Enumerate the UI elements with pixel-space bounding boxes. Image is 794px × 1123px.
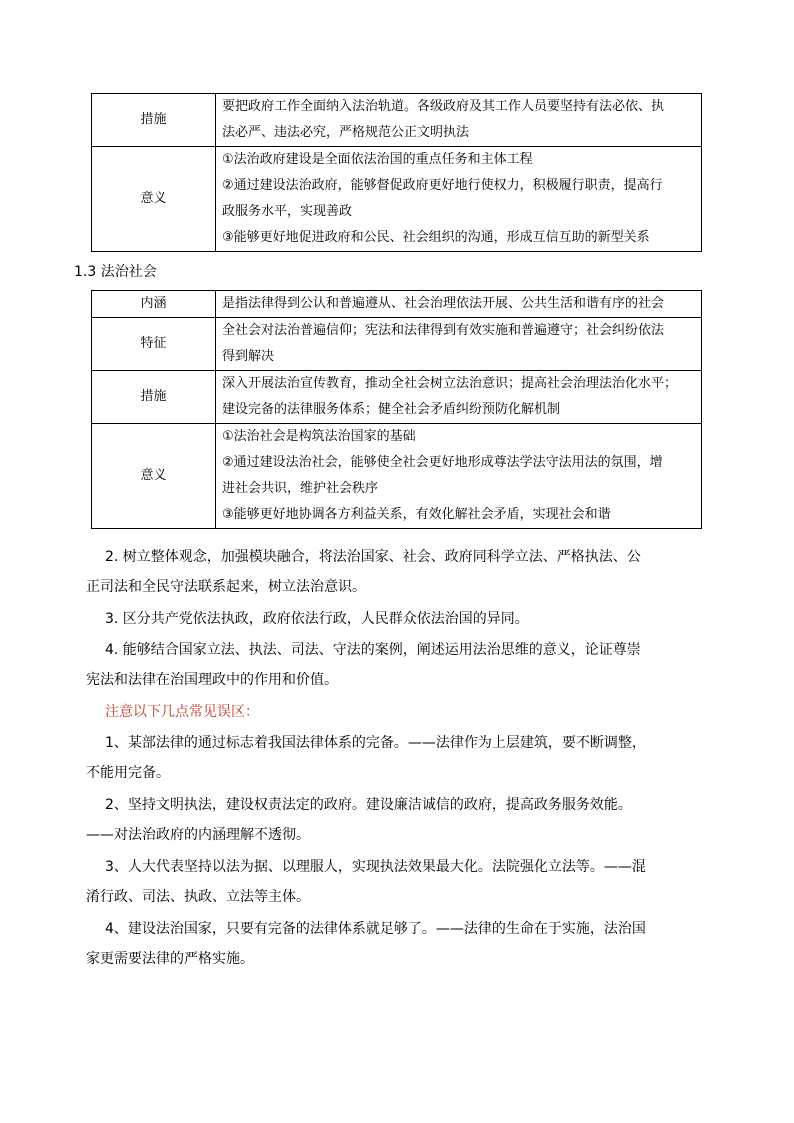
table-row [92, 371, 702, 424]
paragraph-3 [86, 604, 726, 634]
text-line: 淆行政、司法、执政、立法等主体。 [86, 889, 310, 905]
text-line: 不能用完备。 [86, 765, 170, 781]
row-label: 特征 [92, 318, 216, 371]
row-label: 内涵 [92, 291, 216, 318]
paragraph-4 [86, 635, 726, 695]
row-label: 措施 [92, 94, 216, 147]
text-line: 深入开展法治宣传教育，推动全社会树立法治意识；提高社会治理法治化水平； [222, 376, 678, 391]
text-line: 正司法和全民守法联系起来，树立法治意识。 [86, 579, 366, 595]
text-line: ③能够更好地协调各方利益关系，有效化解社会矛盾，实现社会和谐 [222, 507, 611, 522]
table-row [92, 424, 702, 529]
text-line: 要把政府工作全面纳入法治轨道。各级政府及其工作人员要坚持有法必依、执 [222, 99, 665, 114]
row-content [216, 424, 702, 529]
text-line: 1、某部法律的通过标志着我国法律体系的完备。——法律作为上层建筑，要不断调整， [105, 735, 646, 751]
row-label: 意义 [92, 424, 216, 529]
text-line: 4. 能够结合国家立法、执法、司法、守法的案例，阐述运用法治思维的意义，论证尊崇 [105, 642, 641, 658]
note-2 [86, 790, 726, 850]
table-row [92, 94, 702, 147]
text-line: ③能够更好地促进政府和公民、社会组织的沟通，形成互信互助的新型关系 [222, 230, 650, 245]
table-row [92, 147, 702, 252]
text-line: 建设完备的法律服务体系；健全社会矛盾纠纷预防化解机制 [222, 402, 561, 417]
text-line: ①法治社会是构筑法治国家的基础 [222, 429, 416, 444]
row-label: 意义 [92, 147, 216, 252]
table-row [92, 291, 702, 318]
text-line: 政服务水平，实现善政 [222, 204, 353, 219]
text-line: 全社会对法治普遍信仰；宪法和法律得到有效实施和普遍遵守；社会纠纷依法 [222, 323, 665, 338]
text-line: 进社会共识，维护社会秩序 [222, 481, 379, 496]
row-content [216, 291, 702, 318]
note-1 [86, 728, 726, 788]
text-line: 是指法律得到公认和普遍遵从、社会治理依法开展、公共生活和谐有序的社会 [222, 296, 665, 311]
text-line: 2、坚持文明执法，建设权责法定的政府。建设廉洁诚信的政府，提高政务服务效能。 [105, 797, 632, 813]
text-line: 4、建设法治国家，只要有完备的法律体系就足够了。——法律的生命在于实施，法治国 [105, 921, 646, 937]
section-heading: 1.3 法治社会 [74, 264, 157, 280]
row-content [216, 318, 702, 371]
society-table [91, 290, 702, 529]
note-4 [86, 914, 726, 974]
text-line: ②通过建设法治政府，能够督促政府更好地行使权力，积极履行职责，提高行 [222, 178, 663, 193]
table-row [92, 318, 702, 371]
notes-heading [86, 697, 726, 727]
text-line: 宪法和法律在治国理政中的作用和价值。 [86, 672, 338, 688]
government-table [91, 93, 702, 252]
paragraph-2 [86, 542, 726, 602]
text-line: 法必严、违法必究，严格规范公正文明执法 [222, 125, 470, 140]
row-content [216, 94, 702, 147]
text-line: ②通过建设法治社会，能够使全社会更好地形成尊法学法守法用法的氛围，增 [222, 455, 663, 470]
text-line: 注意以下几点常见误区： [105, 704, 259, 720]
text-line: 家更需要法律的严格实施。 [86, 951, 254, 967]
text-line: 3. 区分共产党依法执政，政府依法行政，人民群众依法治国的异同。 [105, 611, 529, 627]
row-content [216, 371, 702, 424]
text-line: 3、人大代表坚持以法为据、以理服人，实现执法效果最大化。法院强化立法等。——混 [105, 859, 646, 875]
row-content [216, 147, 702, 252]
text-line: ①法治政府建设是全面依法治国的重点任务和主体工程 [222, 152, 533, 167]
text-line: 2. 树立整体观念，加强模块融合，将法治国家、社会、政府同科学立法、严格执法、公 [105, 549, 641, 565]
row-label: 措施 [92, 371, 216, 424]
note-3 [86, 852, 726, 912]
text-line: ——对法治政府的内涵理解不透彻。 [86, 827, 310, 843]
text-line: 得到解决 [222, 349, 275, 364]
